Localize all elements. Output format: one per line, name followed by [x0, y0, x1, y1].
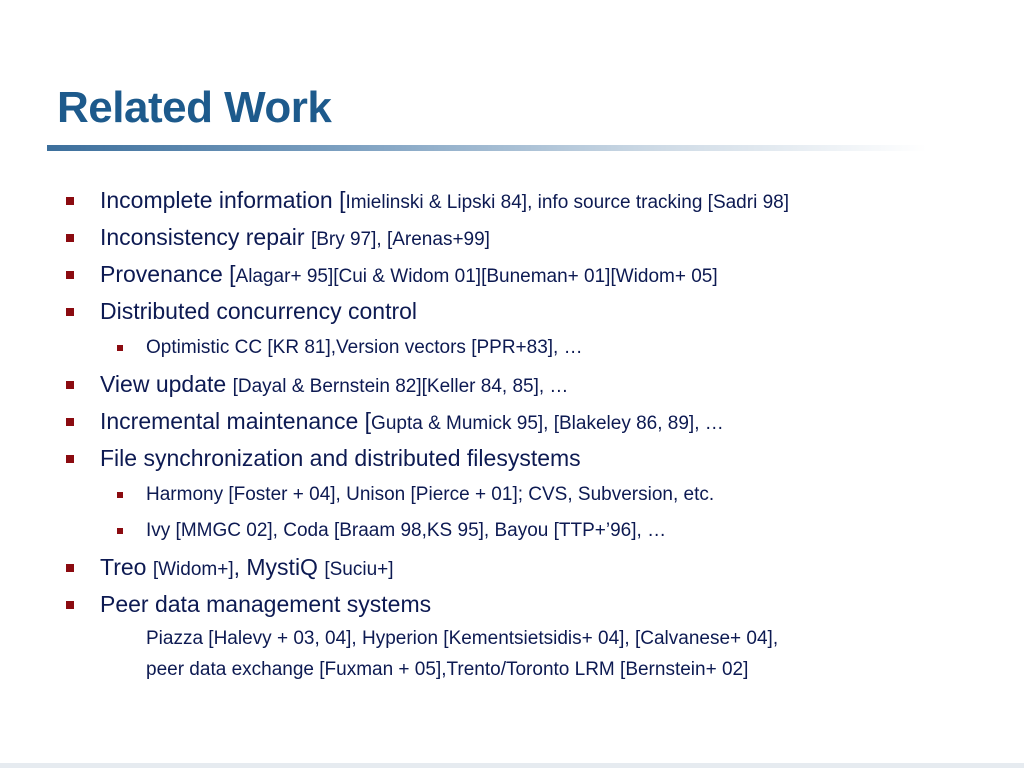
item-citations: Gupta & Mumick 95], [Blakeley 86, 89], …: [371, 413, 724, 434]
item-label: Treo: [100, 554, 153, 580]
list-item-view-update: [0, 366, 1024, 403]
item-label: Peer data management systems: [100, 591, 432, 617]
list-item-peer-data-management: [0, 586, 1024, 623]
bullet-list: [0, 182, 1024, 685]
square-bullet-icon: [66, 197, 74, 205]
list-item-provenance: [0, 256, 1024, 293]
sub-item-text: Optimistic CC [KR 81],Version vectors [PPR+83], …: [146, 337, 583, 358]
continuation-text: Piazza [Halevy + 03, 04], Hyperion [Kementsietsidis+ 04], [Calvanese+ 04],: [146, 628, 779, 649]
continuation-text: peer data exchange [Fuxman + 05],Trento/Toronto LRM [Bernstein+ 02]: [146, 659, 749, 680]
item-label: Provenance [: [100, 261, 236, 287]
square-bullet-icon: [66, 418, 74, 426]
footer-band: [0, 763, 1024, 768]
list-item-distributed-concurrency-control: [0, 293, 1024, 330]
item-citations-secondary: [Suciu+]: [324, 559, 394, 580]
square-bullet-icon: [66, 455, 74, 463]
square-bullet-icon: [66, 601, 74, 609]
square-bullet-icon: [66, 271, 74, 279]
list-item-file-synchronization: [0, 440, 1024, 477]
square-bullet-icon: [117, 528, 123, 534]
list-item-incomplete-information: [0, 182, 1024, 219]
slide-title: Related Work: [57, 83, 332, 132]
sub-list-item-optimistic-cc: [0, 330, 1024, 366]
square-bullet-icon: [66, 234, 74, 242]
sub-list-item-harmony: [0, 477, 1024, 513]
square-bullet-icon: [117, 345, 123, 351]
item-label-secondary: , MystiQ: [233, 554, 325, 580]
sub-list-item-ivy: [0, 513, 1024, 549]
title-underline: [47, 145, 927, 151]
square-bullet-icon: [66, 381, 74, 389]
list-item-treo-mystiq: [0, 549, 1024, 586]
item-citations: [Dayal & Bernstein 82][Keller 84, 85], …: [232, 376, 569, 397]
item-label: Distributed concurrency control: [100, 298, 418, 324]
item-citations: [Bry 97], [Arenas+99]: [310, 229, 490, 250]
item-label: Incremental maintenance [: [100, 408, 372, 434]
item-label: File synchronization and distributed filesystems: [100, 445, 581, 471]
item-citations: Imielinski & Lipski 84], info source tracking [Sadri 98]: [345, 192, 789, 213]
sub-item-text: Harmony [Foster + 04], Unison [Pierce + 01]; CVS, Subversion, etc.: [146, 484, 715, 505]
continuation-line: [0, 654, 1024, 685]
list-item-inconsistency-repair: [0, 219, 1024, 256]
square-bullet-icon: [66, 308, 74, 316]
item-label: Inconsistency repair: [100, 224, 311, 250]
square-bullet-icon: [117, 492, 123, 498]
sub-item-text: Ivy [MMGC 02], Coda [Braam 98,KS 95], Bayou [TTP+’96], …: [146, 520, 667, 541]
item-citations: [Widom+]: [152, 559, 234, 580]
list-item-incremental-maintenance: [0, 403, 1024, 440]
continuation-line: [0, 623, 1024, 654]
item-citations: Alagar+ 95][Cui & Widom 01][Buneman+ 01][Widom+ 05]: [235, 266, 718, 287]
item-label: View update: [100, 371, 233, 397]
square-bullet-icon: [66, 564, 74, 572]
item-label: Incomplete information [: [100, 187, 346, 213]
